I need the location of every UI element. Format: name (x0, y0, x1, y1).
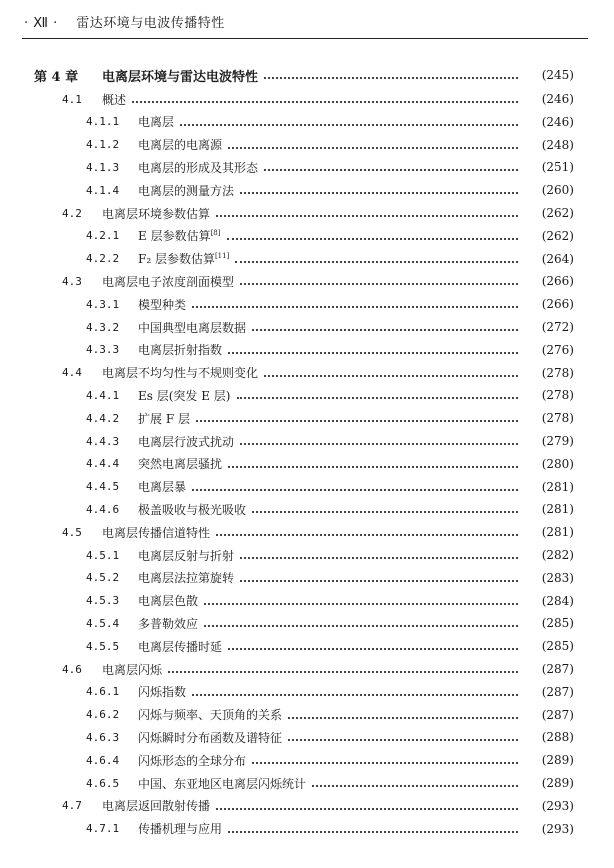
toc-subsection-entry[interactable] (0, 111, 614, 133)
dot-leader (204, 615, 518, 627)
subsection-number: 4.3.2 (86, 320, 120, 334)
dot-leader (216, 524, 518, 536)
page-number: (251) (541, 160, 574, 175)
toc-subsection-entry[interactable] (0, 498, 614, 520)
toc-subsection-entry[interactable] (0, 635, 614, 657)
subsection-number: 4.4.3 (86, 434, 120, 448)
page-number: (287) (541, 707, 574, 722)
page-number: (264) (541, 251, 574, 266)
toc-subsection-entry[interactable] (0, 567, 614, 589)
subsection-title (128, 227, 221, 244)
entry-title-text: 闪烁与频率、天顶角的关系 (138, 708, 283, 723)
toc-subsection-entry[interactable] (0, 225, 614, 247)
dot-leader (240, 547, 518, 559)
toc-section-entry[interactable] (0, 658, 614, 680)
subsection-number: 4.4.2 (86, 411, 120, 425)
entry-title-text: 电离层传播信道特性 (102, 525, 211, 540)
entry-title-text: 电离层传播时延 (138, 639, 223, 654)
dot-leader (228, 456, 518, 468)
toc-subsection-entry[interactable] (0, 407, 614, 429)
dot-leader (240, 182, 518, 194)
page-number: (282) (541, 548, 574, 562)
subsection-number: 4.6.5 (86, 776, 120, 790)
subsection-title (128, 729, 282, 746)
dot-leader (237, 387, 519, 399)
entry-title-text: 电离层闪烁 (102, 662, 163, 677)
subsection-title (128, 433, 234, 450)
subsection-number: 4.3.3 (86, 343, 120, 357)
dot-leader (216, 798, 518, 810)
page-number: (293) (541, 798, 574, 813)
subsection-number: 4.2.2 (86, 252, 120, 266)
subsection-title (128, 296, 186, 313)
page-number: (287) (541, 662, 574, 676)
toc-subsection-entry[interactable] (0, 704, 614, 726)
page-number: (285) (541, 639, 574, 654)
page-number: (278) (541, 388, 574, 403)
dot-leader (196, 410, 518, 422)
section-number: 4.3 (62, 274, 82, 288)
subsection-number: 4.1.1 (86, 115, 120, 129)
page-number: (283) (541, 570, 574, 585)
entry-title-text: 闪烁指数 (138, 685, 187, 700)
toc-subsection-entry[interactable] (0, 293, 614, 315)
subsection-number: 4.4.4 (86, 457, 120, 471)
toc-section-entry[interactable] (0, 795, 614, 817)
page-number: (281) (541, 502, 574, 517)
subsection-title (128, 410, 190, 427)
citation-reference: [8] (210, 229, 221, 238)
subsection-number: 4.4.5 (86, 480, 120, 494)
toc-subsection-entry[interactable] (0, 384, 614, 406)
subsection-title (128, 638, 222, 655)
entry-title-text: Es 层(突发 E 层) (138, 388, 231, 403)
toc-subsection-entry[interactable] (0, 612, 614, 634)
entry-title-text: 电离层电子浓度剖面模型 (102, 274, 235, 289)
entry-title-text: 电离层暴 (138, 480, 187, 495)
dot-leader (312, 775, 518, 787)
toc-subsection-entry[interactable] (0, 818, 614, 840)
entry-title-text: 电离层返回散射传播 (102, 799, 211, 814)
entry-title-text: 传播机理与应用 (138, 822, 223, 837)
subsection-number: 4.4.1 (86, 388, 120, 402)
toc-subsection-entry[interactable] (0, 248, 614, 270)
entry-title-text: 电离层 (138, 115, 175, 130)
dot-leader (204, 593, 518, 605)
citation-reference: [11] (214, 252, 230, 261)
entry-title-text: 电离层的电离源 (138, 138, 223, 153)
subsection-number: 4.5.3 (86, 594, 120, 608)
subsection-title (128, 775, 306, 792)
subsection-number: 4.6.3 (86, 730, 120, 744)
dot-leader (228, 821, 518, 833)
dot-leader (227, 228, 519, 240)
entry-title-text: 电离层不均匀性与不规则变化 (102, 366, 259, 381)
subsection-title (128, 182, 234, 199)
toc-subsection-entry[interactable] (0, 179, 614, 201)
subsection-title (128, 159, 258, 176)
dot-leader (228, 638, 518, 650)
subsection-number: 4.1.4 (86, 183, 120, 197)
dot-leader (228, 342, 518, 354)
subsection-title (128, 250, 229, 267)
subsection-number: 4.6.2 (86, 708, 120, 722)
entry-title-text: 概述 (102, 92, 127, 107)
entry-title-text: 模型种类 (138, 297, 187, 312)
page-number: (280) (541, 456, 574, 471)
subsection-number: 4.5.2 (86, 571, 120, 585)
subsection-title (128, 341, 222, 358)
running-header (24, 12, 584, 34)
dot-leader (192, 479, 518, 491)
section-title (90, 364, 258, 381)
entry-title-text: E 层参数估算 (138, 229, 211, 244)
dot-leader (132, 91, 518, 103)
subsection-title (128, 615, 198, 632)
toc-subsection-entry[interactable] (0, 156, 614, 178)
page-number: (262) (541, 206, 574, 220)
page-number: (246) (541, 92, 574, 106)
dot-leader (288, 707, 518, 719)
subsection-number: 4.1.2 (86, 138, 120, 152)
toc-chapter-entry[interactable] (0, 64, 614, 86)
page-number: (246) (541, 114, 574, 129)
page-number: (284) (541, 593, 574, 608)
dot-leader (264, 365, 518, 377)
toc-subsection-entry[interactable] (0, 453, 614, 475)
section-title (90, 661, 162, 678)
section-number: 4.1 (62, 92, 82, 106)
subsection-number: 4.6.1 (86, 685, 120, 699)
subsection-number: 4.5.1 (86, 548, 120, 562)
toc-section-entry[interactable] (0, 202, 614, 224)
page-number: (262) (541, 228, 574, 243)
dot-leader (180, 114, 518, 126)
subsection-number: 4.4.6 (86, 502, 120, 516)
page-number: (289) (541, 753, 574, 768)
section-title (90, 91, 126, 108)
page-number: (260) (541, 183, 574, 198)
entry-title-text: 电离层环境参数估算 (102, 206, 211, 221)
entry-title-text: 中国、东亚地区电离层闪烁统计 (138, 776, 307, 791)
dot-leader (192, 684, 518, 696)
subsection-title (128, 113, 174, 130)
dot-leader (228, 137, 518, 149)
toc-subsection-entry[interactable] (0, 726, 614, 748)
page-number: (266) (541, 297, 574, 312)
subsection-title (128, 683, 186, 700)
subsection-title (128, 136, 222, 153)
toc-subsection-entry[interactable] (0, 749, 614, 771)
entry-title-text: 电离层反射与折射 (138, 548, 235, 563)
entry-title-text: 电离层行波式扰动 (138, 434, 235, 449)
section-number: 4.7 (62, 799, 82, 813)
section-title (90, 273, 234, 290)
subsection-title (128, 319, 246, 336)
page-number: (285) (541, 616, 574, 631)
subsection-title (128, 820, 222, 837)
page-number: (266) (541, 274, 574, 289)
section-title (90, 797, 210, 814)
page-number: (281) (541, 525, 574, 540)
page-number: (276) (541, 342, 574, 357)
subsection-number: 4.1.3 (86, 160, 120, 174)
toc-subsection-entry[interactable] (0, 681, 614, 703)
entry-title-text: 电离层的测量方法 (138, 183, 235, 198)
page-number: (248) (541, 137, 574, 152)
toc-subsection-entry[interactable] (0, 430, 614, 452)
dot-leader (252, 752, 518, 764)
entry-title-text: F₂ 层参数估算 (138, 252, 215, 267)
toc-section-entry[interactable] (0, 521, 614, 543)
section-number: 4.4 (62, 366, 82, 380)
dot-leader (240, 273, 518, 285)
entry-title-text: 突然电离层骚扰 (138, 457, 223, 472)
page-number: (293) (541, 821, 574, 836)
dot-leader (252, 319, 518, 331)
entry-title-text: 电离层色散 (138, 594, 199, 609)
page-number: (278) (541, 411, 574, 426)
section-number: 4.2 (62, 206, 82, 220)
dot-leader (240, 570, 518, 582)
toc-subsection-entry[interactable] (0, 772, 614, 794)
subsection-title (128, 752, 246, 769)
page-number: (279) (541, 434, 574, 448)
subsection-number: 4.2.1 (86, 229, 120, 243)
dot-leader (264, 67, 518, 79)
dot-leader (168, 661, 518, 673)
toc-subsection-entry[interactable] (0, 316, 614, 338)
entry-title-text: 多普勒效应 (138, 616, 199, 631)
chapter-page: (245) (541, 68, 574, 82)
entry-title-text: 电离层法拉第旋转 (138, 571, 235, 586)
entry-title-text: 闪烁瞬时分布函数及谱特征 (138, 730, 283, 745)
toc-subsection-entry[interactable] (0, 476, 614, 498)
subsection-title (128, 592, 198, 609)
subsection-number: 4.7.1 (86, 822, 120, 836)
subsection-number: 4.5.5 (86, 639, 120, 653)
toc-subsection-entry[interactable] (0, 544, 614, 566)
subsection-title (128, 547, 234, 564)
page-number: (289) (541, 776, 574, 790)
section-title (90, 524, 210, 541)
page-number: (287) (541, 684, 574, 699)
chapter-number: 第 4 章 (34, 69, 79, 85)
entry-title-text: 中国典型电离层数据 (138, 320, 247, 335)
subsection-number: 4.5.4 (86, 616, 120, 630)
entry-title-text: 扩展 F 层 (138, 411, 190, 426)
section-number: 4.5 (62, 525, 82, 539)
page-marker: · Ⅻ · (24, 16, 58, 31)
subsection-title (128, 569, 234, 586)
toc-section-entry[interactable] (0, 362, 614, 384)
dot-leader (216, 205, 518, 217)
dot-leader (235, 251, 518, 263)
toc-subsection-entry[interactable] (0, 590, 614, 612)
page-number: (278) (541, 365, 574, 380)
section-title (90, 205, 210, 222)
toc-section-entry[interactable] (0, 270, 614, 292)
toc-subsection-entry[interactable] (0, 339, 614, 361)
toc-section-entry[interactable] (0, 88, 614, 110)
entry-title-text: 电离层的形成及其形态 (138, 160, 259, 175)
entry-title-text: 极盖吸收与极光吸收 (138, 502, 247, 517)
header-divider (22, 38, 588, 39)
entry-title-text: 电离层折射指数 (138, 343, 223, 358)
subsection-number: 4.6.4 (86, 753, 120, 767)
entry-title-text: 闪烁形态的全球分布 (138, 753, 247, 768)
chapter-title: 电离层环境与雷达电波特性 (102, 69, 259, 85)
subsection-title (128, 501, 246, 518)
page-number: (288) (541, 730, 574, 745)
toc-subsection-entry[interactable] (0, 134, 614, 156)
page-number: (281) (541, 479, 574, 494)
book-title: 雷达环境与电波传播特性 (76, 16, 225, 31)
dot-leader (192, 296, 518, 308)
page-number: (272) (541, 320, 574, 334)
dot-leader (264, 159, 518, 171)
subsection-title (128, 478, 186, 495)
dot-leader (240, 433, 518, 445)
subsection-title (128, 455, 222, 472)
subsection-title (128, 387, 231, 404)
dot-leader (288, 729, 518, 741)
subsection-title (128, 706, 282, 723)
section-number: 4.6 (62, 662, 82, 676)
dot-leader (252, 501, 518, 513)
subsection-number: 4.3.1 (86, 297, 120, 311)
